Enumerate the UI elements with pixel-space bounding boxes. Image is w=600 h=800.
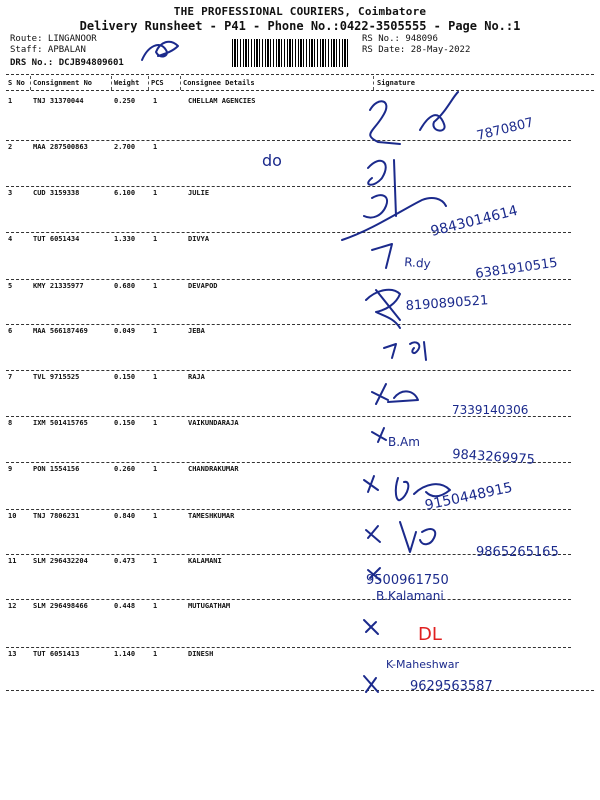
header-divider-bottom bbox=[6, 90, 594, 91]
cell-sno: 11 bbox=[8, 557, 17, 565]
cell-consignment: SLM 296432204 bbox=[33, 557, 88, 565]
row11-name: B.Kalamani bbox=[376, 589, 444, 603]
table-row bbox=[0, 235, 600, 249]
cell-weight: 1.330 bbox=[114, 235, 136, 243]
table-row bbox=[0, 282, 600, 296]
row1-phone: 7870807 bbox=[475, 115, 536, 144]
cell-pcs: 1 bbox=[153, 650, 158, 658]
cell-weight: 0.448 bbox=[114, 602, 136, 610]
col-pcs: PCS bbox=[151, 79, 164, 87]
cell-consignee: DINESH bbox=[188, 650, 214, 658]
cell-pcs: 1 bbox=[153, 465, 158, 473]
table-row bbox=[0, 650, 600, 664]
col-consignee: Consignee Details bbox=[183, 79, 255, 87]
col-separator bbox=[180, 76, 181, 90]
cell-weight: 0.150 bbox=[114, 373, 136, 381]
barcode bbox=[232, 39, 350, 67]
row-divider bbox=[6, 509, 571, 510]
table-row bbox=[0, 465, 600, 479]
col-separator bbox=[30, 76, 31, 90]
cell-pcs: 1 bbox=[153, 327, 158, 335]
cell-pcs: 1 bbox=[153, 143, 158, 151]
cell-sno: 8 bbox=[8, 419, 13, 427]
row6-signature bbox=[384, 342, 426, 360]
row-divider bbox=[6, 599, 571, 600]
cell-sno: 12 bbox=[8, 602, 17, 610]
row10-signature bbox=[400, 522, 435, 552]
row-divider bbox=[6, 462, 571, 463]
row2-stroke bbox=[394, 160, 396, 216]
cell-weight: 0.049 bbox=[114, 327, 136, 335]
table-row bbox=[0, 143, 600, 157]
cell-pcs: 1 bbox=[153, 419, 158, 427]
cell-consignment: MAA 566187469 bbox=[33, 327, 88, 335]
rs-date: RS Date: 28-May-2022 bbox=[362, 45, 471, 55]
table-row bbox=[0, 97, 600, 111]
row8-phone: 9843269975 bbox=[451, 447, 536, 468]
row2-ditto: do bbox=[262, 151, 282, 170]
cell-consignee: DEVAPOD bbox=[188, 282, 218, 290]
cell-consignee: KALAMANI bbox=[188, 557, 222, 565]
cell-consignment: TNJ 7806231 bbox=[33, 512, 80, 520]
row-divider bbox=[6, 279, 571, 280]
cell-sno: 2 bbox=[8, 143, 13, 151]
cell-consignment: TUT 6051434 bbox=[33, 235, 80, 243]
cell-pcs: 1 bbox=[153, 557, 158, 565]
row7-signature bbox=[372, 384, 418, 404]
rs-number: RS No.: 948096 bbox=[362, 34, 438, 44]
cell-consignment: IXM 501415765 bbox=[33, 419, 88, 427]
cell-sno: 9 bbox=[8, 465, 13, 473]
row7-phone: 7339140306 bbox=[452, 403, 529, 417]
cell-pcs: 1 bbox=[153, 97, 158, 105]
cell-sno: 7 bbox=[8, 373, 13, 381]
col-weight: Weight bbox=[114, 79, 140, 87]
row-divider bbox=[6, 324, 571, 325]
cell-consignment: SLM 296498466 bbox=[33, 602, 88, 610]
table-row bbox=[0, 373, 600, 387]
row-divider bbox=[6, 186, 571, 187]
cell-sno: 13 bbox=[8, 650, 17, 658]
row13-phone: 9629563587 bbox=[410, 679, 493, 694]
col-separator bbox=[111, 76, 112, 90]
col-consignment: Consignment No bbox=[33, 79, 93, 87]
cell-sno: 10 bbox=[8, 512, 17, 520]
cell-pcs: 1 bbox=[153, 373, 158, 381]
header-divider-top bbox=[6, 74, 594, 75]
cell-consignment: TNJ 31370044 bbox=[33, 97, 84, 105]
table-row bbox=[0, 512, 600, 526]
row3-scribble bbox=[342, 198, 446, 240]
cell-pcs: 1 bbox=[153, 189, 158, 197]
cell-weight: 6.100 bbox=[114, 189, 136, 197]
cell-consignee: CHANDRAKUMAR bbox=[188, 465, 239, 473]
cell-pcs: 1 bbox=[153, 602, 158, 610]
cell-consignee: JEBA bbox=[188, 327, 205, 335]
row10-cross bbox=[366, 526, 380, 542]
table-row bbox=[0, 327, 600, 341]
cell-weight: 0.250 bbox=[114, 97, 136, 105]
row-divider bbox=[6, 370, 571, 371]
table-row bbox=[0, 602, 600, 616]
row-divider bbox=[6, 140, 571, 141]
row8-name: B.Am bbox=[388, 435, 420, 449]
cell-consignment: MAA 287500863 bbox=[33, 143, 88, 151]
row4-name: R.dy bbox=[403, 255, 432, 271]
staff-label: Staff: APBALAN bbox=[10, 45, 86, 55]
cell-consignee: MUTUGATHAM bbox=[188, 602, 231, 610]
row9-signature bbox=[396, 478, 450, 500]
row-divider bbox=[6, 554, 571, 555]
cell-consignee: VAIKUNDARAJA bbox=[188, 419, 239, 427]
drs-number: DRS No.: DCJB94809601 bbox=[10, 58, 124, 68]
row3-phone: 9843014614 bbox=[429, 202, 520, 240]
cell-consignment: TUT 6051413 bbox=[33, 650, 80, 658]
cell-consignee: JULIE bbox=[188, 189, 210, 197]
cell-consignee: CHELLAM AGENCIES bbox=[188, 97, 256, 105]
row11-phone: 9500961750 bbox=[366, 573, 449, 588]
cell-sno: 1 bbox=[8, 97, 13, 105]
row-divider bbox=[6, 232, 571, 233]
row13-name: K-Maheshwar bbox=[386, 658, 459, 671]
cell-pcs: 1 bbox=[153, 282, 158, 290]
table-row bbox=[0, 557, 600, 571]
cell-consignment: PON 1554156 bbox=[33, 465, 80, 473]
company-title: THE PROFESSIONAL COURIERS, Coimbatore bbox=[173, 5, 427, 18]
row-divider bbox=[6, 647, 571, 648]
cell-weight: 0.150 bbox=[114, 419, 136, 427]
row4-phone: 6381910515 bbox=[474, 255, 559, 282]
col-separator bbox=[148, 76, 149, 90]
drs-signature-scribble bbox=[142, 42, 178, 60]
col-signature: Signature bbox=[377, 79, 415, 87]
cell-consignment: KMY 21335977 bbox=[33, 282, 84, 290]
route-label: Route: LINGANOOR bbox=[10, 34, 97, 44]
cell-consignee: TAMESHKUMAR bbox=[188, 512, 235, 520]
cell-pcs: 1 bbox=[153, 512, 158, 520]
cell-weight: 0.473 bbox=[114, 557, 136, 565]
row12-delivered-mark: DL bbox=[418, 624, 442, 645]
cell-pcs: 1 bbox=[153, 235, 158, 243]
row-divider bbox=[6, 690, 594, 691]
col-sno: S No bbox=[8, 79, 25, 87]
cell-sno: 5 bbox=[8, 282, 13, 290]
row12-cross bbox=[364, 620, 378, 634]
cell-consignee: RAJA bbox=[188, 373, 205, 381]
cell-weight: 1.140 bbox=[114, 650, 136, 658]
cell-consignee: DIVYA bbox=[188, 235, 210, 243]
cell-consignment: CUD 3159338 bbox=[33, 189, 80, 197]
cell-sno: 6 bbox=[8, 327, 13, 335]
cell-weight: 2.700 bbox=[114, 143, 136, 151]
cell-weight: 0.680 bbox=[114, 282, 136, 290]
table-row bbox=[0, 419, 600, 433]
cell-sno: 4 bbox=[8, 235, 13, 243]
table-row bbox=[0, 189, 600, 203]
runsheet-subtitle: Delivery Runsheet - P41 - Phone No.:0422-3505555 - Page No.:1 bbox=[79, 19, 521, 33]
cell-sno: 3 bbox=[8, 189, 13, 197]
row-divider bbox=[6, 416, 571, 417]
row10-phone: 9865265165 bbox=[476, 545, 559, 560]
col-separator bbox=[373, 76, 374, 90]
row2-signature bbox=[368, 161, 386, 185]
row5-phone: 8190890521 bbox=[405, 293, 489, 314]
row9-phone: 9150448915 bbox=[423, 479, 514, 514]
cell-weight: 0.840 bbox=[114, 512, 136, 520]
cell-weight: 0.260 bbox=[114, 465, 136, 473]
cell-consignment: TVL 9715525 bbox=[33, 373, 80, 381]
